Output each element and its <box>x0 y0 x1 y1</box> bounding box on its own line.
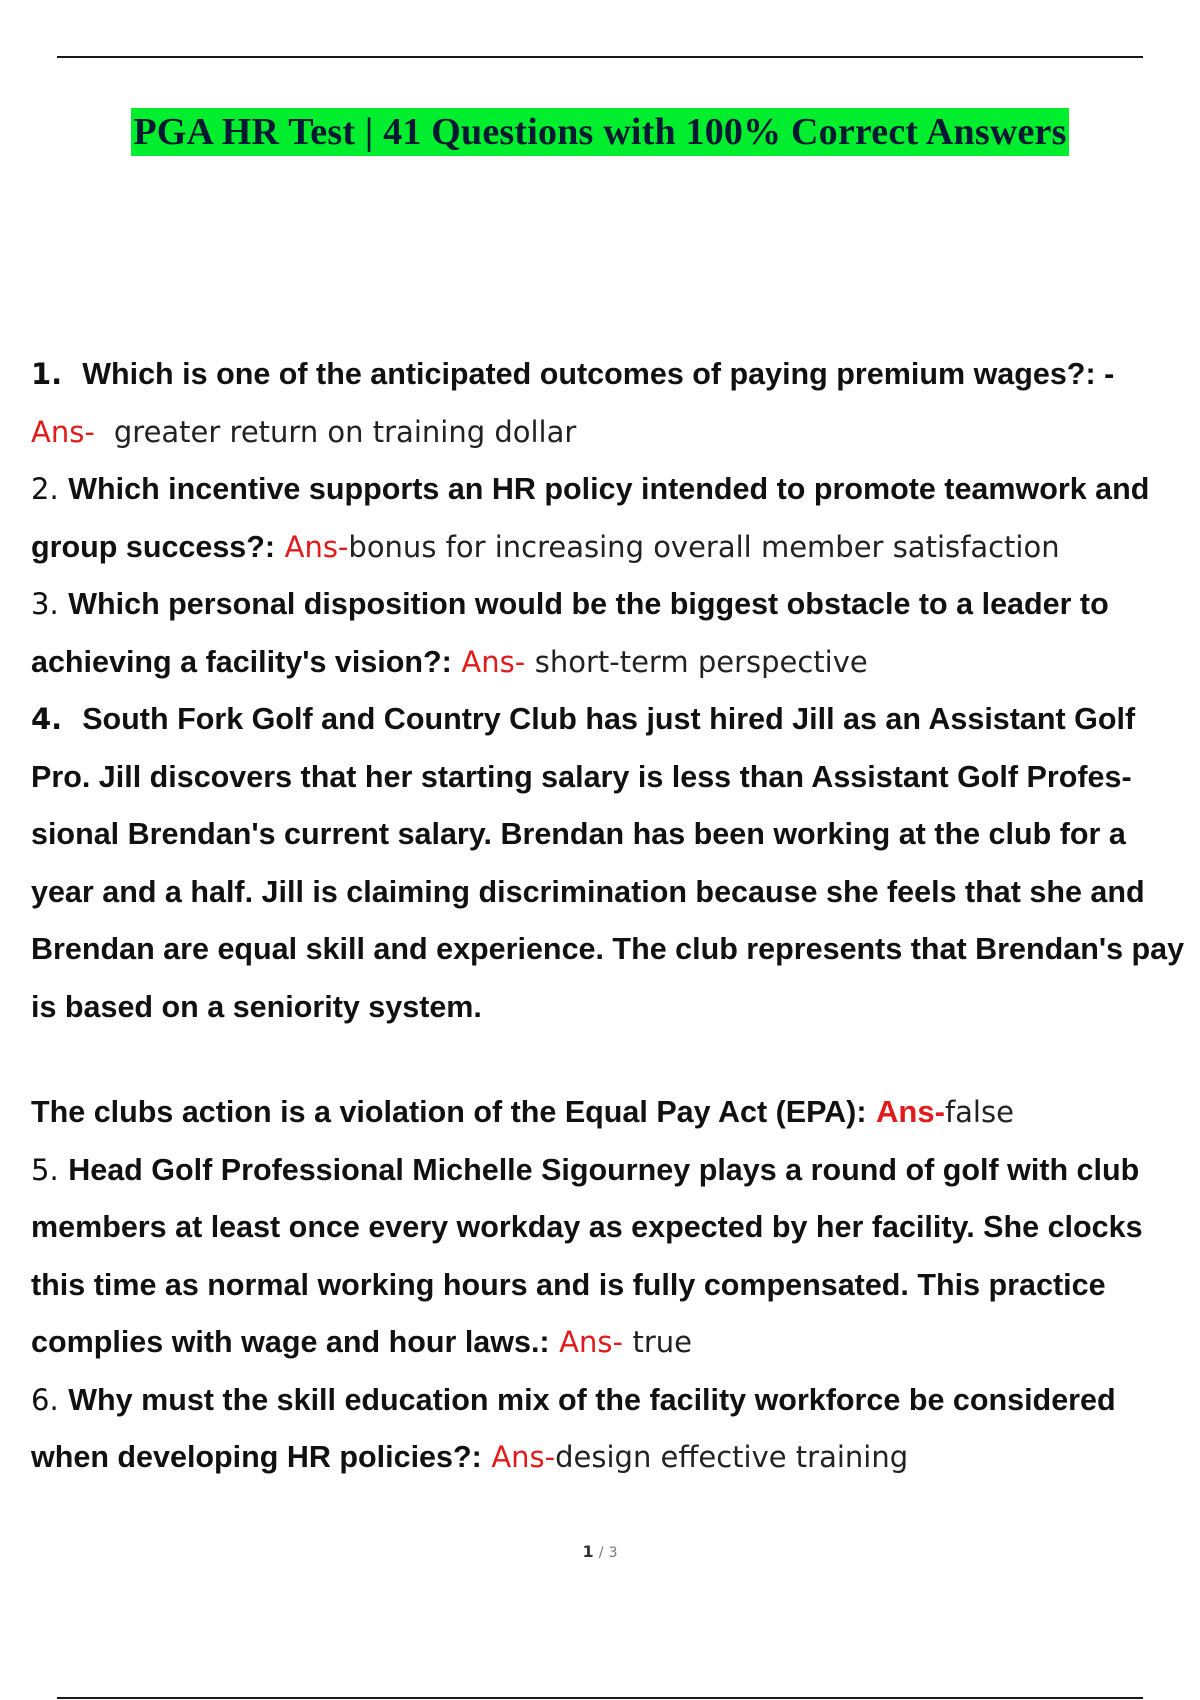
question-text: Which incentive supports an HR policy intended to promote teamwork and group success?: <box>31 472 1150 564</box>
page-separator: / <box>598 1545 604 1561</box>
answer-text: true <box>632 1325 692 1359</box>
page-indicator <box>0 1542 1200 1561</box>
answer-label: Ans- <box>559 1325 623 1359</box>
question-number: 1. <box>31 357 63 391</box>
document-title: PGA HR Test | 41 Questions with 100% Correct Answers <box>131 108 1068 156</box>
question-item <box>31 346 1196 461</box>
answer-label: Ans- <box>31 414 95 449</box>
question-text: Why must the skill education mix of the facility workforce be considered when developing HR policies?: <box>31 1382 1116 1474</box>
questions-list <box>31 346 1196 1487</box>
question-number: 2. <box>31 472 59 506</box>
answer-label: Ans- <box>284 529 349 564</box>
answer-text: design effective training <box>555 1440 909 1474</box>
question-item-statement <box>31 1084 1196 1142</box>
question-item <box>31 1372 1196 1487</box>
total-pages: 3 <box>608 1545 618 1561</box>
question-text: Head Golf Professional Michelle Sigourney plays a round of golf with club members at least once every workday as expected by her facility. She clocks this time as normal working hours and is fully compensated. This practice complies with wage and hour laws.: <box>31 1152 1143 1359</box>
answer-text: bonus for increasing overall member satisfaction <box>348 529 1060 564</box>
title-container <box>0 108 1200 156</box>
question-item <box>31 461 1196 576</box>
current-page: 1 <box>582 1542 594 1561</box>
question-number: 5. <box>31 1152 59 1187</box>
answer-label: Ans- <box>876 1094 945 1129</box>
question-text: Which personal disposition would be the biggest obstacle to a leader to achieving a facility's vision?: <box>31 587 1109 679</box>
answer-text: false <box>944 1095 1014 1129</box>
answer-text: short-term perspective <box>534 644 868 679</box>
bottom-divider <box>57 1697 1143 1699</box>
question-statement: The clubs action is a violation of the Equal Pay Act (EPA): <box>31 1095 867 1129</box>
question-number: 4. <box>31 702 63 736</box>
answer-text: greater return on training dollar <box>113 414 577 449</box>
question-text: South Fork Golf and Country Club has just hired Jill as an Assistant Golf Pro. Jill discovers that her starting salary is less than Assistant Golf Profes- sional Brendan's current salary. Brendan has been working at the club for a year and a half. Jill is claiming discrimination because she feels that she and Brendan are equal skill and experience. The club represents that Brendan's pay is based on a seniority system. <box>31 702 1185 1024</box>
question-text: Which is one of the anticipated outcomes of paying premium wages?: - <box>82 357 1115 391</box>
question-number: 3. <box>31 587 59 621</box>
question-number: 6. <box>31 1382 59 1417</box>
question-item <box>31 691 1196 1036</box>
question-item <box>31 576 1196 691</box>
answer-label: Ans- <box>491 1440 556 1474</box>
top-divider <box>57 56 1143 58</box>
question-item <box>31 1142 1196 1372</box>
answer-label: Ans- <box>461 644 526 679</box>
